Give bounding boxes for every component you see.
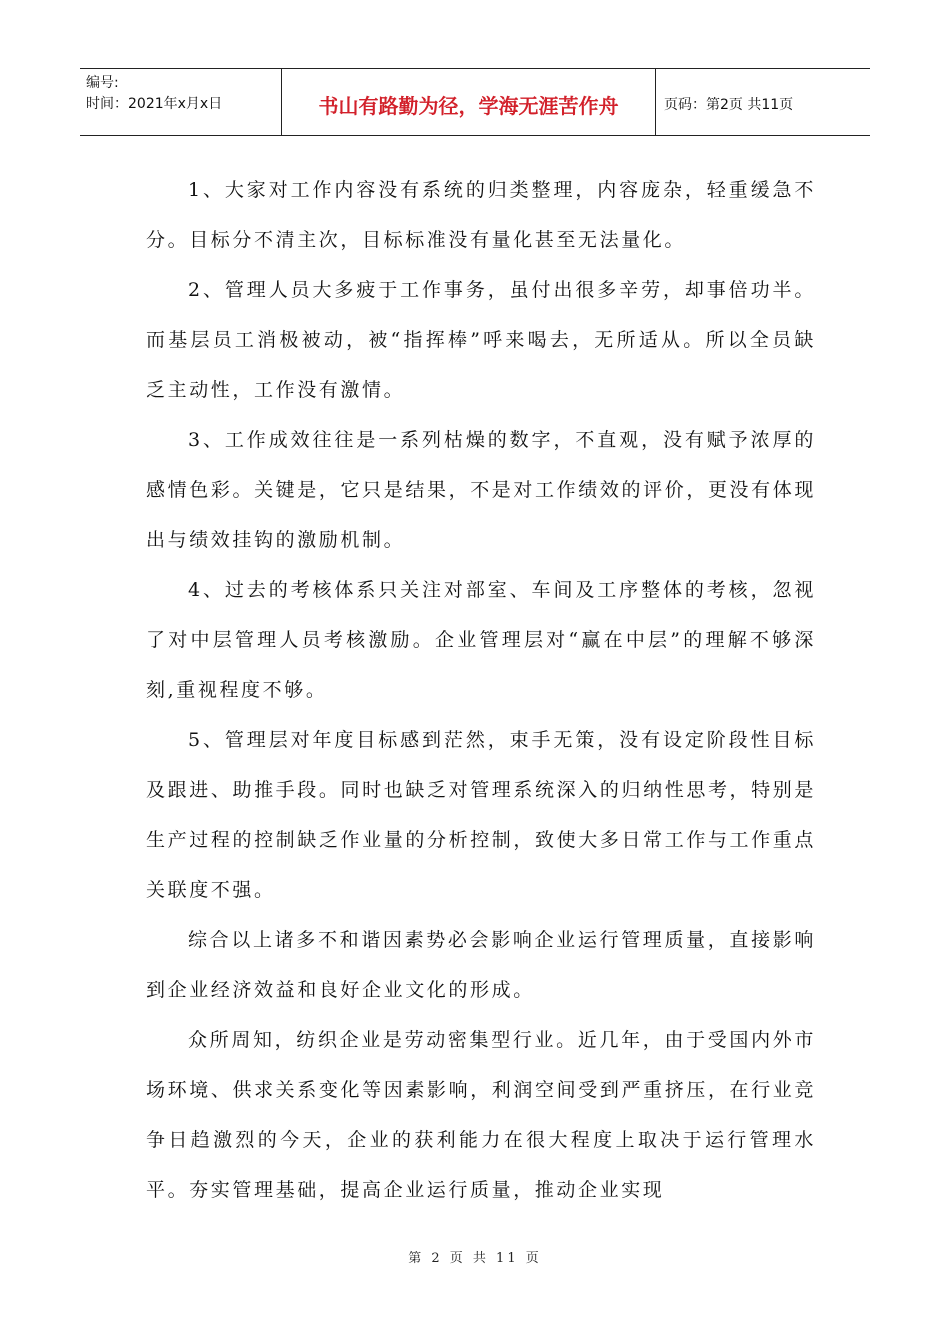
paragraph-3: 3、工作成效往往是一系列枯燥的数字，不直观，没有赋予浓厚的感情色彩。关键是，它只是结果，不是对工作绩效的评价，更没有体现出与绩效挂钩的激励机制。 — [146, 429, 816, 551]
number-label: 编号: — [86, 75, 119, 91]
document-body — [146, 165, 816, 1215]
paragraph-2: 2、管理人员大多疲于工作事务，虽付出很多辛劳，却事倍功半。而基层员工消极被动，被“指挥棒”呼来喝去，无所适从。所以全员缺乏主动性，工作没有激情。 — [146, 279, 816, 401]
date-label: 时间：2021年x月x日 — [86, 96, 223, 112]
header-meta — [80, 69, 282, 135]
paragraph-5: 5、管理层对年度目标感到茫然，束手无策，没有设定阶段性目标及跟进、助推手段。同时也缺乏对管理系统深入的归纳性思考，特别是生产过程的控制缺乏作业量的分析控制，致使大多日常工作与工作重点关联度不强。 — [146, 729, 816, 901]
header-page-info: 页码：第2页 共11页 — [664, 97, 794, 113]
header-motto: 书山有路勤为径，学海无涯苦作舟 — [282, 69, 656, 135]
page-footer: 第 2 页 共 11 页 — [408, 1251, 542, 1266]
paragraph-summary: 综合以上诸多不和谐因素势必会影响企业运行管理质量，直接影响到企业经济效益和良好企业文化的形成。 — [146, 929, 816, 1001]
document-header — [80, 68, 870, 136]
paragraph-4: 4、过去的考核体系只关注对部室、车间及工序整体的考核，忽视了对中层管理人员考核激励。企业管理层对“赢在中层”的理解不够深刻,重视程度不够。 — [146, 579, 816, 701]
paragraph-1: 1、大家对工作内容没有系统的归类整理，内容庞杂，轻重缓急不分。目标分不清主次，目标标准没有量化甚至无法量化。 — [146, 179, 816, 251]
paragraph-industry: 众所周知，纺织企业是劳动密集型行业。近几年，由于受国内外市场环境、供求关系变化等因素影响，利润空间受到严重挤压，在行业竞争日趋激烈的今天，企业的获利能力在很大程度上取决于运行管理水平。夯实管理基础，提高企业运行质量，推动企业实现 — [146, 1029, 816, 1201]
